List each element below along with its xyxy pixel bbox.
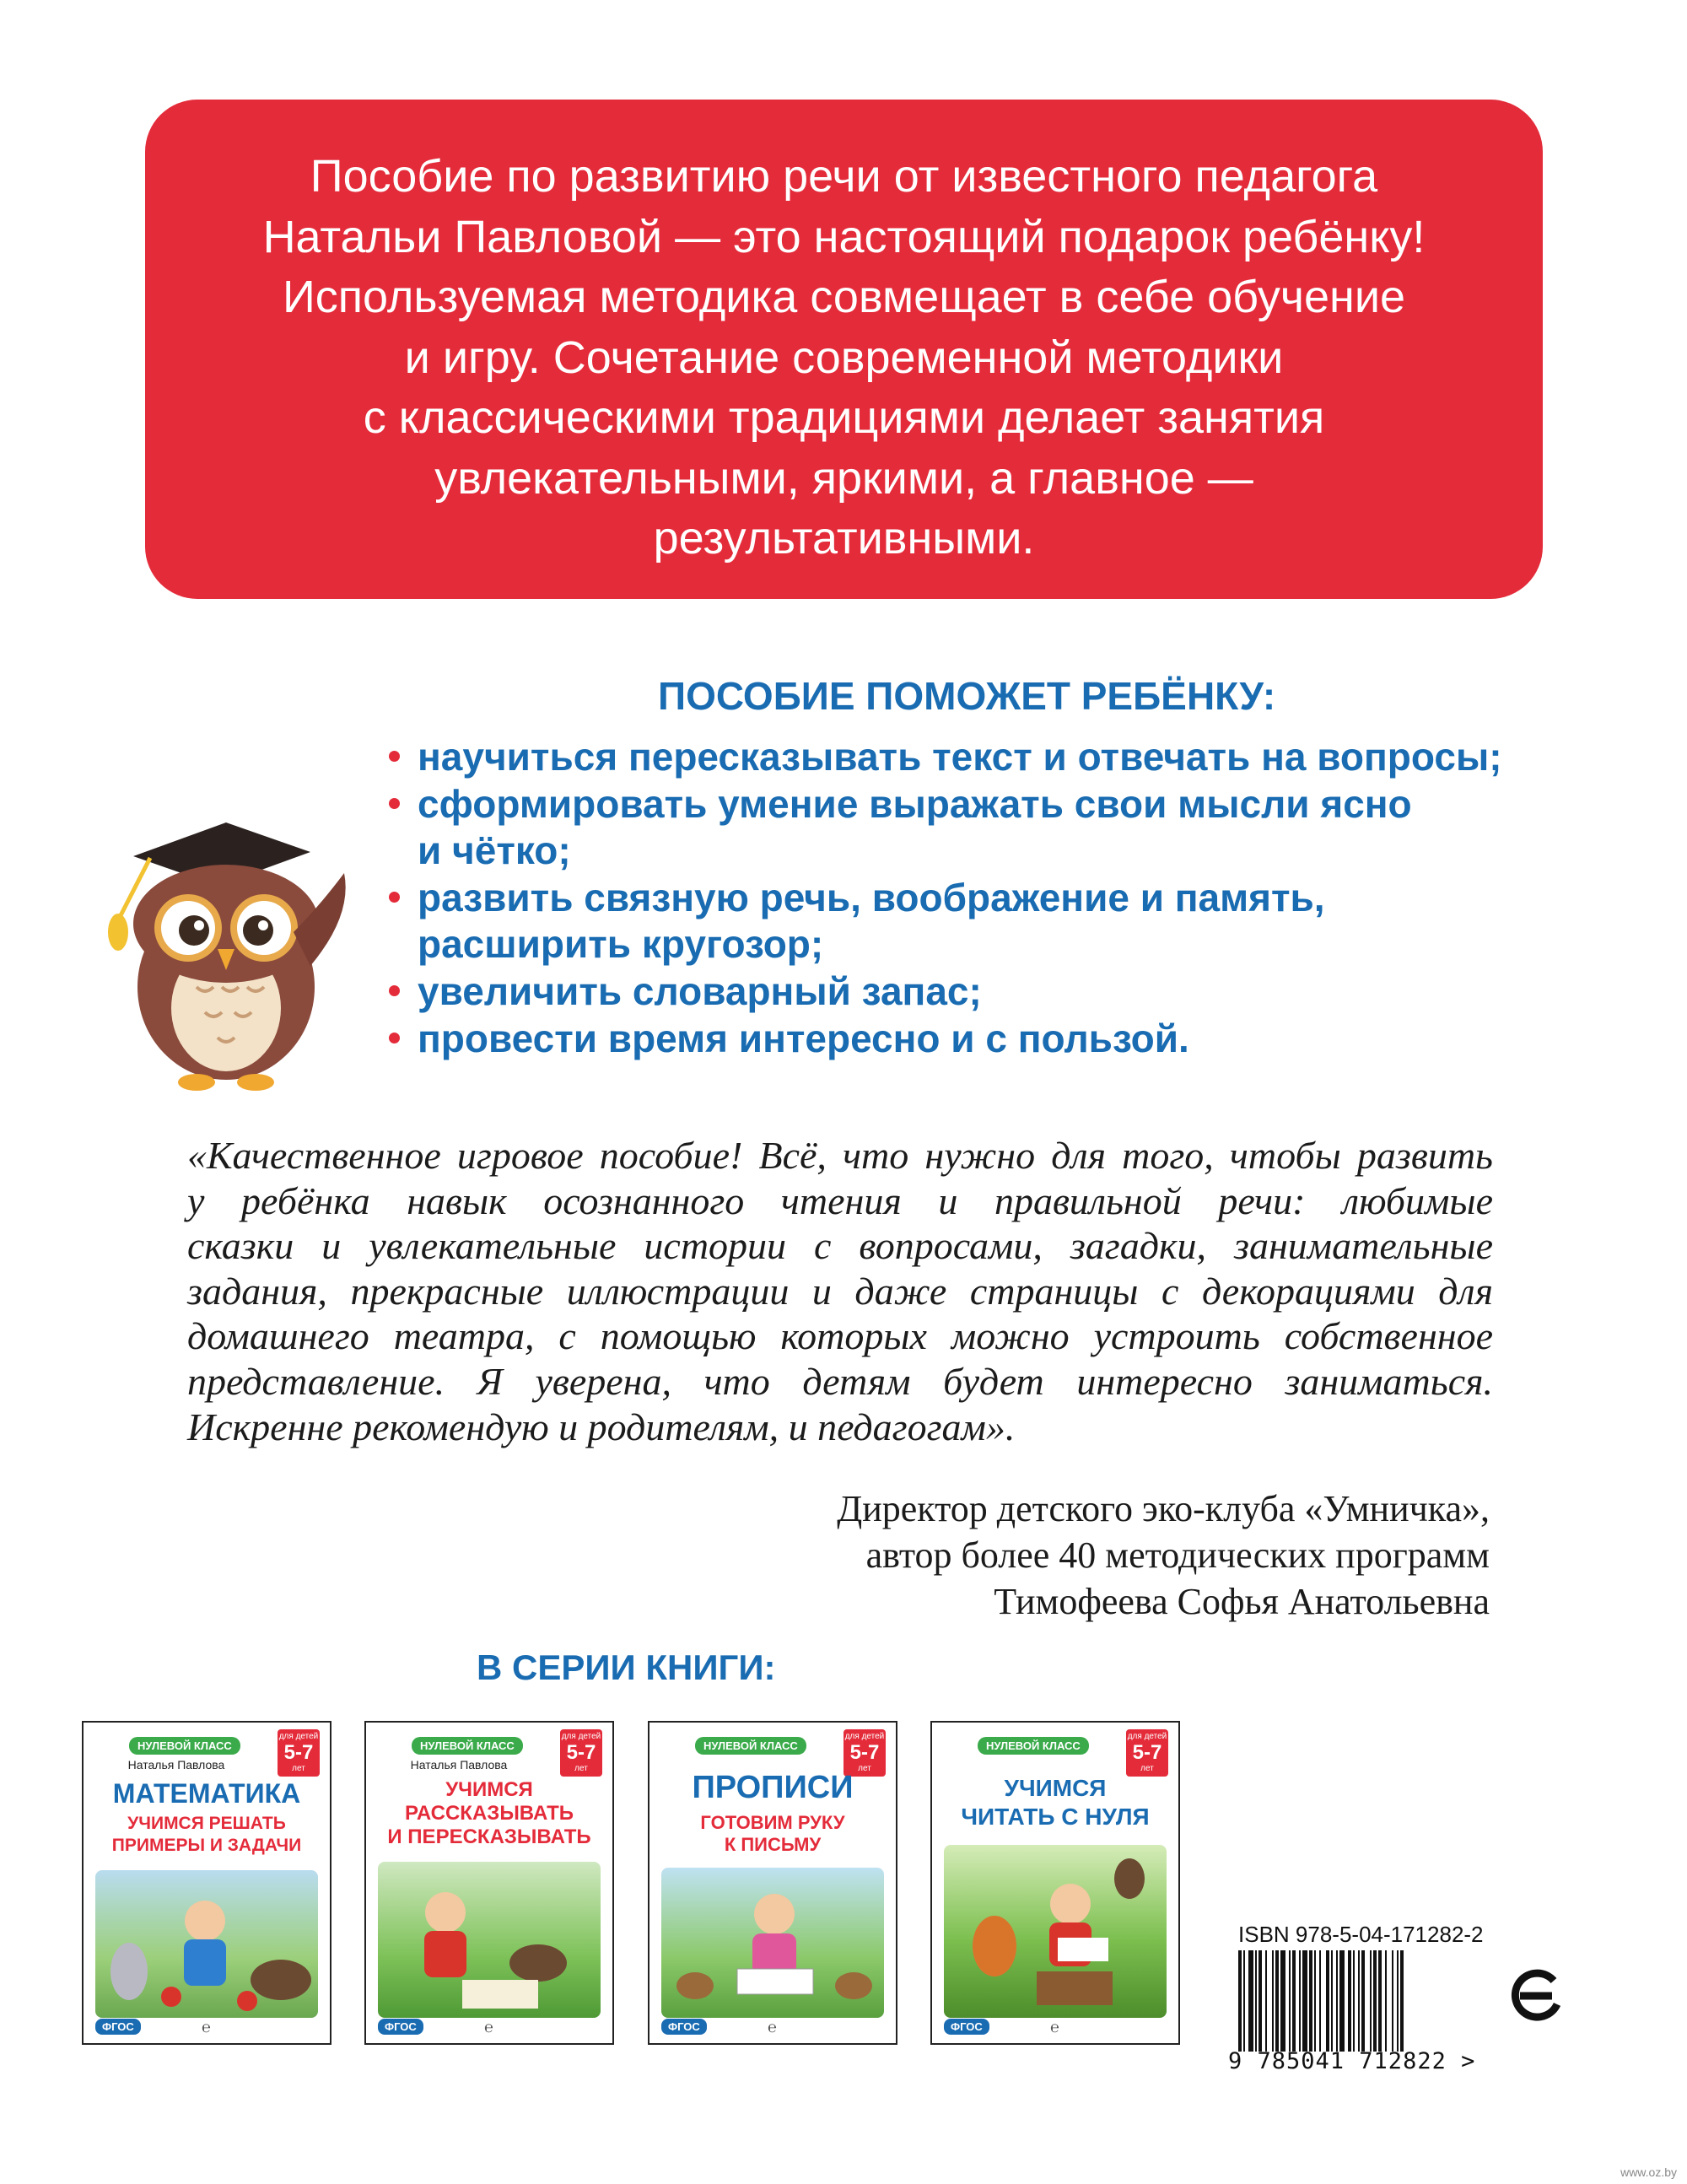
age-unit: лет xyxy=(1140,1764,1154,1773)
series-book-propisi[interactable] xyxy=(648,1721,897,2045)
age-label: для детей xyxy=(278,1732,319,1741)
book-title: МАТЕМАТИКА xyxy=(112,1778,301,1809)
book-badge: НУЛЕВОЙ КЛАСС xyxy=(978,1737,1089,1755)
book-badge: НУЛЕВОЙ КЛАСС xyxy=(412,1737,523,1755)
book-badge: НУЛЕВОЙ КЛАСС xyxy=(695,1737,806,1755)
attribution-line: Директор детского эко-клуба «Умничка», xyxy=(837,1488,1490,1529)
series-book-reading[interactable] xyxy=(930,1721,1180,2045)
book-illustration xyxy=(944,1845,1167,2018)
book-title: ПРОПИСИ xyxy=(692,1770,854,1805)
help-item-text: увеличить словарный запас; xyxy=(418,969,982,1013)
book-title: РАССКАЗЫВАТЬ xyxy=(405,1802,574,1825)
quote-line: задания, прекрасные иллюстрации и даже страницы с декорациями для xyxy=(187,1269,1493,1313)
bullet-icon xyxy=(389,985,400,996)
fgos-badge: ФГОС xyxy=(95,2019,141,2035)
series-book-retell[interactable] xyxy=(364,1721,614,2045)
age-range: 5-7 xyxy=(849,1741,880,1764)
quote-line: Искренне рекомендую и родителям, и педагогам». xyxy=(187,1405,1016,1448)
book-illustration xyxy=(95,1870,318,2018)
bullet-icon xyxy=(389,892,400,903)
series-heading: В СЕРИИ КНИГИ: xyxy=(477,1647,776,1687)
book-subtitle: ПРИМЕРЫ И ЗАДАЧИ xyxy=(111,1836,302,1855)
help-item-text: развить связную речь, воображение и память, xyxy=(418,876,1325,919)
intro-box xyxy=(145,100,1543,599)
age-badge xyxy=(278,1729,320,1777)
quote-attribution xyxy=(658,1486,1490,1625)
help-item xyxy=(384,875,1565,968)
age-unit: лет xyxy=(574,1764,588,1773)
owl-illustration xyxy=(100,806,369,1092)
age-badge xyxy=(1126,1729,1168,1777)
book-subtitle: ГОТОВИМ РУКУ xyxy=(700,1812,845,1833)
publisher-logo-icon xyxy=(1501,1960,1569,2028)
attribution-line: Тимофеева Софья Анатольевна xyxy=(994,1581,1490,1622)
fgos-badge: ФГОС xyxy=(661,2019,707,2035)
help-item xyxy=(384,1016,1565,1062)
help-item xyxy=(384,734,1565,780)
barcode-digits: 9 785041 712822 > xyxy=(1228,2048,1476,2074)
intro-line: Пособие по развитию речи от известного педагога xyxy=(310,151,1378,202)
help-heading: ПОСОБИЕ ПОМОЖЕТ РЕБЁНКУ: xyxy=(658,674,1276,718)
age-label: для детей xyxy=(561,1732,601,1741)
book-author: Наталья Павлова xyxy=(410,1758,508,1771)
review-quote xyxy=(187,1133,1493,1449)
book-badge: НУЛЕВОЙ КЛАСС xyxy=(129,1737,240,1755)
barcode-icon xyxy=(1238,1950,1483,2052)
intro-line: результативными. xyxy=(653,513,1035,564)
book-illustration xyxy=(378,1862,601,2018)
intro-line: с классическими традициями делает занятия xyxy=(363,392,1325,443)
help-item xyxy=(384,781,1565,874)
series-book-math[interactable] xyxy=(82,1721,331,2045)
watermark: www.oz.by xyxy=(1620,2165,1677,2179)
book-title: ЧИТАТЬ С НУЛЯ xyxy=(961,1804,1150,1830)
book-title: УЧИМСЯ xyxy=(1004,1775,1107,1801)
age-range: 5-7 xyxy=(283,1741,314,1764)
bullet-icon xyxy=(389,1033,400,1043)
age-badge xyxy=(560,1729,602,1777)
age-range: 5-7 xyxy=(566,1741,596,1764)
age-range: 5-7 xyxy=(1132,1741,1162,1764)
publisher-logo-icon: ℮ xyxy=(484,2019,493,2036)
bullet-icon xyxy=(389,798,400,809)
book-subtitle: УЧИМСЯ РЕШАТЬ xyxy=(127,1814,286,1833)
intro-line: Используемая методика совмещает в себе обучение xyxy=(282,272,1406,322)
fgos-badge: ФГОС xyxy=(378,2019,423,2035)
book-author: Наталья Павлова xyxy=(127,1758,225,1771)
help-item-text: сформировать умение выражать свои мысли ясно xyxy=(418,782,1412,826)
help-item-text: провести время интересно и с пользой. xyxy=(418,1017,1189,1060)
quote-line: сказки и увлекательные истории с вопросами, загадки, занимательные xyxy=(187,1224,1493,1268)
help-list xyxy=(384,734,1565,1063)
age-unit: лет xyxy=(858,1764,871,1773)
book-title: УЧИМСЯ xyxy=(445,1778,533,1801)
book-title: И ПЕРЕСКАЗЫВАТЬ xyxy=(387,1825,591,1848)
publisher-logo-icon: ℮ xyxy=(768,2019,777,2036)
attribution-line: автор более 40 методических программ xyxy=(865,1534,1490,1576)
quote-line: домашнего театра, с помощью которых можно устроить собственное xyxy=(187,1314,1493,1358)
book-illustration xyxy=(661,1868,884,2018)
quote-line: у ребёнка навык осознанного чтения и правильной речи: любимые xyxy=(187,1178,1493,1222)
quote-line: «Качественное игровое пособие! Всё, что нужно для того, чтобы развить xyxy=(187,1134,1493,1177)
book-subtitle: К ПИСЬМУ xyxy=(724,1834,822,1855)
quote-line: представление. Я уверена, что детям будет интересно заниматься. xyxy=(187,1359,1493,1403)
help-item xyxy=(384,968,1565,1015)
intro-line: и игру. Сочетание современной методики xyxy=(404,332,1284,383)
fgos-badge: ФГОС xyxy=(944,2019,989,2035)
intro-line: Натальи Павловой — это настоящий подарок ребёнку! xyxy=(262,211,1426,262)
age-unit: лет xyxy=(292,1764,305,1773)
isbn-label: ISBN 978-5-04-171282-2 xyxy=(1238,1922,1484,1947)
publisher-logo-icon: ℮ xyxy=(202,2019,211,2036)
publisher-logo-icon: ℮ xyxy=(1050,2019,1059,2036)
help-item-text: расширить кругозор; xyxy=(418,922,824,966)
intro-text xyxy=(145,147,1543,569)
age-label: для детей xyxy=(1127,1732,1167,1741)
bullet-icon xyxy=(389,751,400,762)
help-item-text: и чётко; xyxy=(418,828,571,872)
age-label: для детей xyxy=(844,1732,885,1741)
help-item-text: научиться пересказывать текст и отвечать на вопросы; xyxy=(418,735,1502,779)
intro-line: увлекательными, яркими, а главное — xyxy=(434,452,1253,504)
